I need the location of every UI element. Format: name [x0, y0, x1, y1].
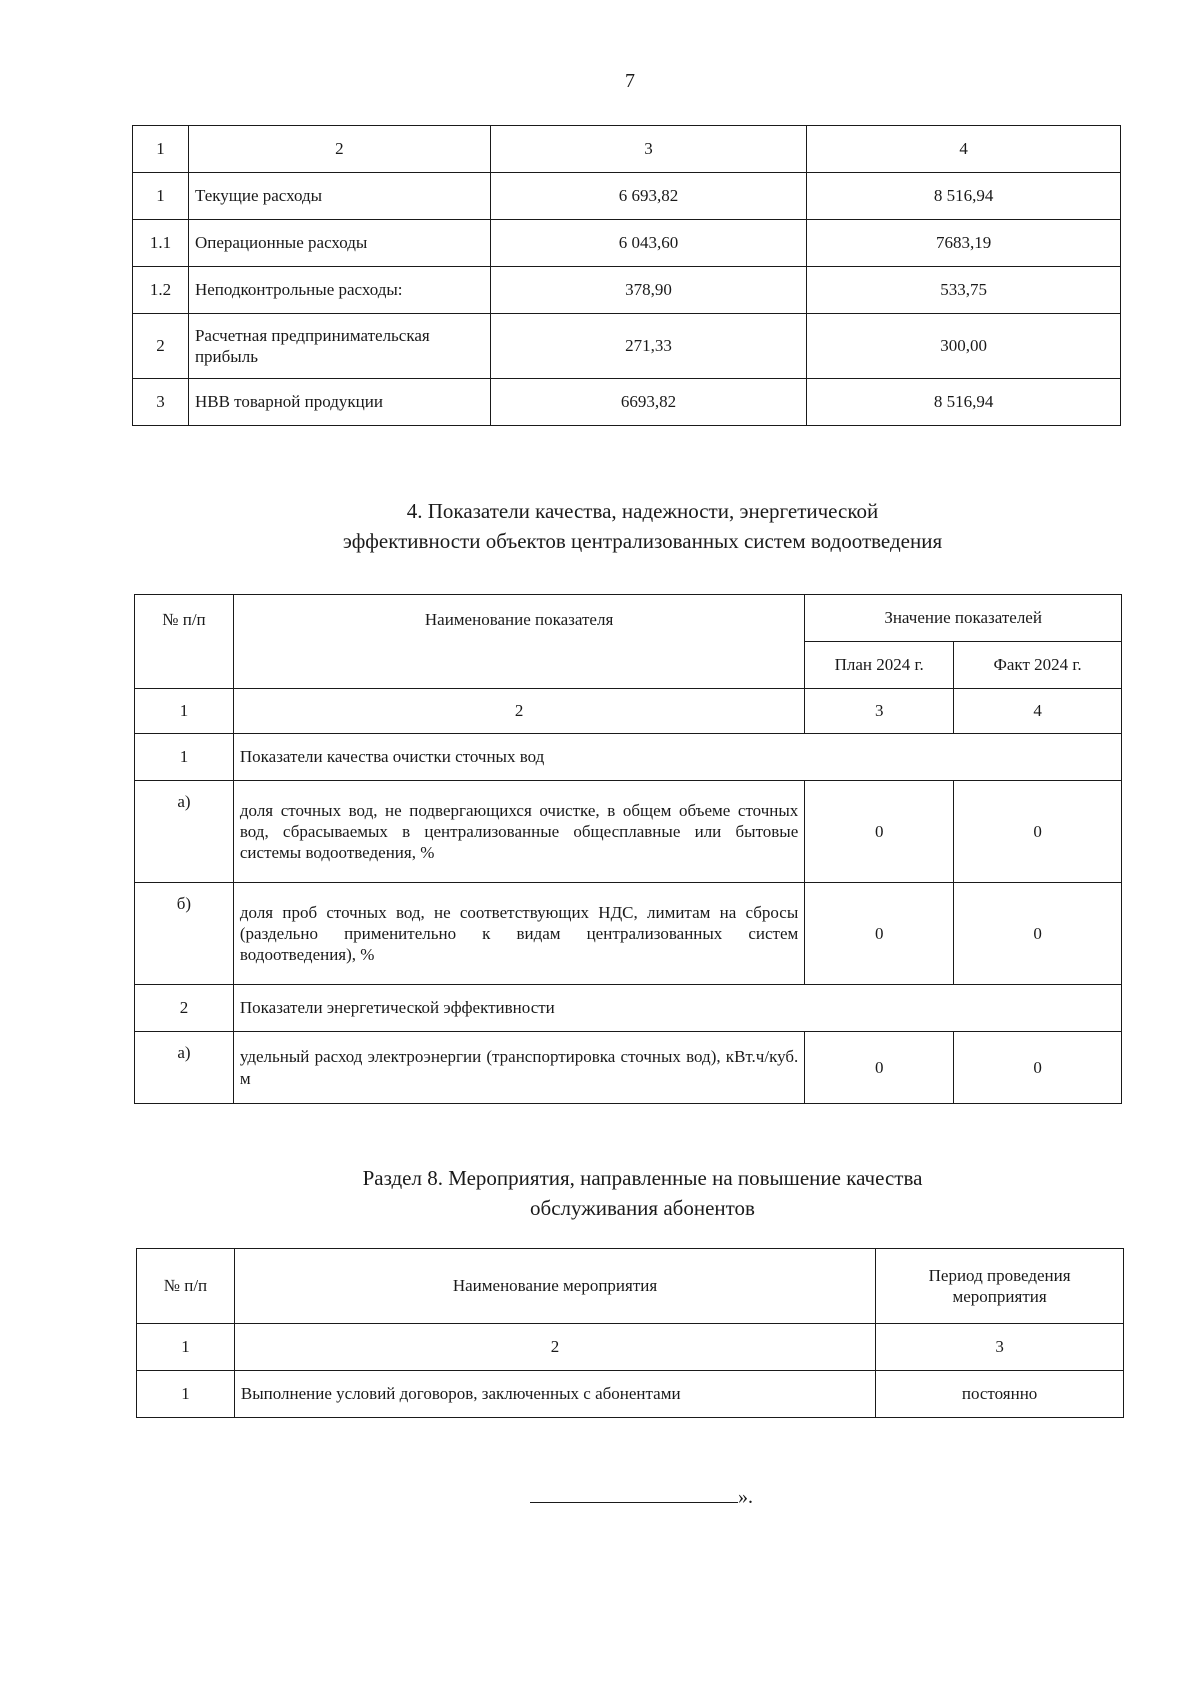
row-fact: 8 516,94 — [807, 173, 1121, 220]
col-name-header: Наименование мероприятия — [234, 1249, 875, 1324]
table-row — [133, 314, 1121, 379]
row-plan: 6 693,82 — [490, 173, 807, 220]
header-cell: 2 — [188, 126, 490, 173]
closing-quote: ». — [738, 1486, 753, 1508]
row-fact: 8 516,94 — [807, 379, 1121, 426]
numbering-row — [137, 1324, 1124, 1371]
item-plan: 0 — [805, 883, 954, 985]
table-row — [135, 781, 1122, 883]
col-values-header: Значение показателей — [805, 595, 1122, 642]
table-header-row — [135, 595, 1122, 642]
table-row — [133, 267, 1121, 314]
table-row — [135, 883, 1122, 985]
group-title: Показатели качества очистки сточных вод — [233, 734, 1121, 781]
item-letter: б) — [135, 883, 234, 985]
group-row — [135, 985, 1122, 1032]
table-row — [135, 1032, 1122, 1104]
numbering-cell: 3 — [876, 1324, 1124, 1371]
group-row — [135, 734, 1122, 781]
table-header-row — [133, 126, 1121, 173]
group-title: Показатели энергетической эффективности — [233, 985, 1121, 1032]
row-number: 1 — [137, 1371, 235, 1418]
row-fact: 533,75 — [807, 267, 1121, 314]
finance-table — [132, 125, 1121, 426]
numbering-cell: 1 — [137, 1324, 235, 1371]
item-text: доля проб сточных вод, не соответствующих НДС, лимитам на сбросы (раздельно применительно к видам централизованных систем водоотведения), % — [233, 883, 804, 985]
numbering-row — [135, 689, 1122, 734]
col-period-header: Период проведения мероприятия — [876, 1249, 1124, 1324]
row-fact: 300,00 — [807, 314, 1121, 379]
row-name: Операционные расходы — [188, 220, 490, 267]
closing-mark — [530, 1486, 753, 1509]
col-num-header: № п/п — [137, 1249, 235, 1324]
table-row — [133, 379, 1121, 426]
row-name: Выполнение условий договоров, заключенных с абонентами — [234, 1371, 875, 1418]
numbering-cell: 1 — [135, 689, 234, 734]
numbering-cell: 2 — [234, 1324, 875, 1371]
item-fact: 0 — [954, 1032, 1122, 1104]
row-fact: 7683,19 — [807, 220, 1121, 267]
table-header-row — [137, 1249, 1124, 1324]
col-plan-header: План 2024 г. — [805, 642, 954, 689]
row-name: Неподконтрольные расходы: — [188, 267, 490, 314]
group-number: 2 — [135, 985, 234, 1032]
header-cell: 3 — [490, 126, 807, 173]
col-name-header: Наименование показателя — [233, 595, 804, 689]
section4-title-line2: эффективности объектов централизованных систем водоотведения — [342, 529, 943, 554]
section4-heading — [0, 496, 1200, 557]
row-number: 3 — [133, 379, 189, 426]
header-cell: 1 — [133, 126, 189, 173]
section8-heading — [0, 1163, 1200, 1224]
item-fact: 0 — [954, 781, 1122, 883]
item-fact: 0 — [954, 883, 1122, 985]
row-plan: 271,33 — [490, 314, 807, 379]
item-letter: а) — [135, 781, 234, 883]
section8-title-line2: обслуживания абонентов — [530, 1196, 755, 1221]
quality-indicators-table — [134, 594, 1122, 1104]
row-plan: 6693,82 — [490, 379, 807, 426]
row-name: НВВ товарной продукции — [188, 379, 490, 426]
section4-title-line1: 4. Показатели качества, надежности, энергетической — [406, 499, 879, 523]
row-number: 1.2 — [133, 267, 189, 314]
item-text: доля сточных вод, не подвергающихся очистке, в общем объеме сточных вод, сбрасываемых в централизованные общесплавные или бытовые системы водоотведения, % — [233, 781, 804, 883]
item-text: удельный расход электроэнергии (транспортировка сточных вод), кВт.ч/куб. м — [233, 1032, 804, 1104]
item-plan: 0 — [805, 1032, 954, 1104]
blank-line — [530, 1488, 738, 1503]
measures-table — [136, 1248, 1124, 1418]
numbering-cell: 3 — [805, 689, 954, 734]
numbering-cell: 4 — [954, 689, 1122, 734]
section8-title-line1: Раздел 8. Мероприятия, направленные на повышение качества — [362, 1166, 923, 1190]
col-fact-header: Факт 2024 г. — [954, 642, 1122, 689]
item-letter: а) — [135, 1032, 234, 1104]
row-number: 1.1 — [133, 220, 189, 267]
page-number: 7 — [625, 70, 635, 92]
header-cell: 4 — [807, 126, 1121, 173]
row-name: Текущие расходы — [188, 173, 490, 220]
row-number: 2 — [133, 314, 189, 379]
group-number: 1 — [135, 734, 234, 781]
numbering-cell: 2 — [233, 689, 804, 734]
row-plan: 6 043,60 — [490, 220, 807, 267]
row-period: постоянно — [876, 1371, 1124, 1418]
table-row — [133, 220, 1121, 267]
row-number: 1 — [133, 173, 189, 220]
row-plan: 378,90 — [490, 267, 807, 314]
item-plan: 0 — [805, 781, 954, 883]
table-row — [133, 173, 1121, 220]
row-name: Расчетная предпринимательская прибыль — [188, 314, 490, 379]
col-num-header: № п/п — [135, 595, 234, 689]
table-row — [137, 1371, 1124, 1418]
